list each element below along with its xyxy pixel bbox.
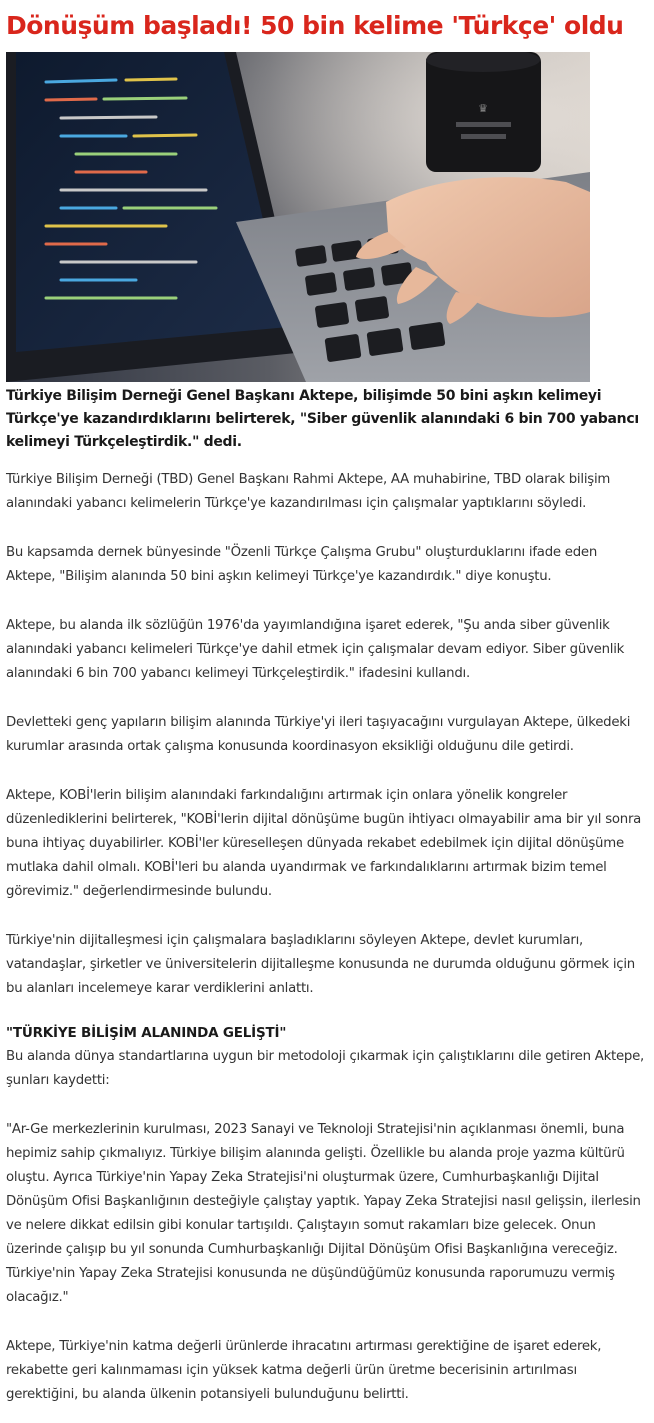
article-paragraph: Türkiye Bilişim Derneği (TBD) Genel Başkanı Rahmi Aktepe, AA muhabirine, TBD olarak bilişim alanındaki yabancı kelimelerin Türkçe'ye kazandırılması için çalışmalar yaptıklarını söyledi.	[6, 472, 611, 511]
article-photo	[6, 52, 590, 382]
article-paragraph: Aktepe, Türkiye'nin katma değerli ürünlerde ihracatını artırması gerektiğine de işaret ederek, rekabette geri kalınmaması için yüksek katma değerli ürün üretme becerisinin artırılması gerektiğini, bu alanda ülkenin potansiyeli bulunduğunu belirtti.	[6, 1339, 602, 1402]
article-quote-paragraph: "Ar-Ge merkezlerinin kurulması, 2023 Sanayi ve Teknoloji Stratejisi'nin açıklanması önemli, buna hepimiz sahip çıkmalıyız. Türkiye bilişim alanında gelişti. Özellikle bu alanda proje yazma kültürü oluştu. Ayrıca Türkiye'nin Yapay Zeka Stratejisi'ni oluşturmak üzere, Cumhurbaşkanlığı Dijital Dönüşüm Ofisi Başkanlığının desteğiyle çalıştay yaptık. Yapay Zeka Stratejisi nasıl gelişsin, ilerlesin ve nelere dikkat edilsin gibi konular tartışıldı. Çalıştayın somut rakamları bize gelecek. Onun üzerinde çalışıp bu yıl sonunda Cumhurbaşkanlığı Dijital Dönüşüm Ofisi Başkanlığına vereceğiz. Türkiye'nin Yapay Zeka Stratejisi konusunda ne düşündüğümüz konusunda raporumuzu vermiş olacağız."	[6, 1122, 641, 1305]
article-paragraph: Türkiye'nin dijitalleşmesi için çalışmalara başladıklarını söyleyen Aktepe, devlet kurumları, vatandaşlar, şirketler ve üniversitelerin dijitalleşme konusunda ne durumda olduğunu görmek için bu alanları incelemeye karar verdiklerini anlattı.	[6, 933, 635, 996]
article-paragraph: Aktepe, KOBİ'lerin bilişim alanındaki farkındalığını artırmak için onlara yönelik kongreler düzenlediklerini belirterek, "KOBİ'lerin dijital dönüşüme bugün ihtiyacı olmayabilir ama bir yıl sonra buna ihtiyaç duyabilirler. KOBİ'ler küreselleşen dünyada rekabet edebilmek için dijital dönüşüme mutlaka dahil olmalı. KOBİ'leri bu alanda uyandırmak ve farkındalıklarını artırmak bizim temel görevimiz." değerlendirmesinde bulundu.	[6, 788, 642, 899]
article-lead: Türkiye Bilişim Derneği Genel Başkanı Aktepe, bilişimde 50 bini aşkın kelimeyi Türkçe'ye kazandırdıklarını belirterek, "Siber güvenlik alanındaki 6 bin 700 yabancı kelimeyi Türkçeleştirdik." dedi.	[6, 388, 639, 450]
coffee-mug-shape	[426, 52, 541, 172]
article-subheading: "TÜRKİYE BİLİŞİM ALANINDA GELİŞTİ"	[6, 1025, 287, 1041]
article-paragraph: Bu alanda dünya standartlarına uygun bir metodoloji çıkarmak için çalıştıklarını dile getiren Aktepe, şunları kaydetti:	[6, 1049, 645, 1088]
article-headline: Dönüşüm başladı! 50 bin kelime 'Türkçe' oldu	[6, 11, 624, 40]
svg-text:♛: ♛	[478, 102, 488, 115]
article-paragraph: Bu kapsamda dernek bünyesinde "Özenli Türkçe Çalışma Grubu" oluşturduklarını ifade eden Aktepe, "Bilişim alanında 50 bini aşkın kelimeyi Türkçe'ye kazandırdık." diye konuştu.	[6, 545, 598, 584]
article-paragraph: Devletteki genç yapıların bilişim alanında Türkiye'yi ileri taşıyacağını vurgulayan Aktepe, ülkedeki kurumlar arasında ortak çalışma konusunda koordinasyon eksikliği olduğunu dile getirdi.	[6, 715, 631, 754]
article-paragraph: Aktepe, bu alanda ilk sözlüğün 1976'da yayımlandığına işaret ederek, "Şu anda siber güvenlik alanındaki yabancı kelimeleri Türkçe'ye dahil etmek için çalışmalar devam ediyor. Siber güvenlik alanındaki 6 bin 700 yabancı kelimeyi Türkçeleştirdik." ifadesini kullandı.	[6, 618, 625, 681]
